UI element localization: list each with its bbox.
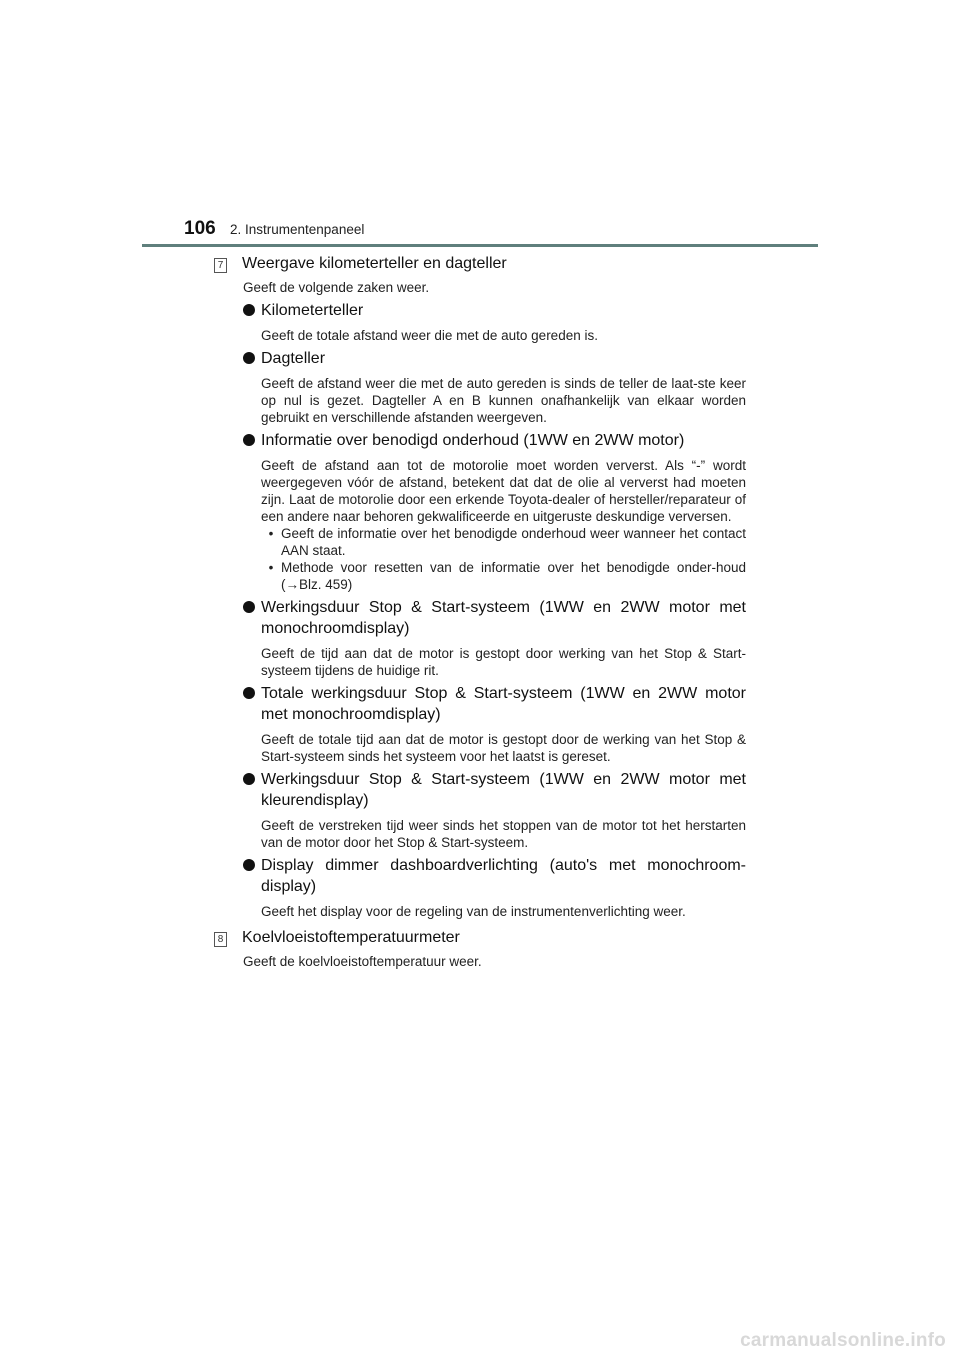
section-description: Geeft de koelvloeistoftemperatuur weer.: [243, 954, 482, 969]
bullet-icon: [243, 434, 255, 446]
bullet-icon: [243, 352, 255, 364]
item-description: Geeft de verstreken tijd weer sinds het stoppen van de motor tot het herstarten van de motor door het Stop & Start-systeem.: [261, 818, 746, 850]
bullet-icon: [243, 859, 255, 871]
item-heading: [243, 597, 746, 639]
bullet-icon: [243, 687, 255, 699]
list-item: [214, 300, 746, 344]
item-heading-text: Totale werkingsduur Stop & Start-systeem (1WW en 2WW motor met monochroomdisplay): [261, 685, 746, 723]
sub-bullet-text: Geeft de informatie over het benodigde onderhoud weer wanneer het contact AAN staat.: [281, 526, 746, 558]
watermark: carmanualsonline.info: [740, 1330, 946, 1351]
item-heading-text: Werkingsduur Stop & Start-systeem (1WW en 2WW motor met monochroomdisplay): [261, 599, 746, 637]
item-heading: [243, 430, 746, 451]
small-bullet-icon: •: [268, 560, 274, 575]
header-rule: [142, 244, 818, 247]
bullet-icon: [243, 601, 255, 613]
page-content: [214, 254, 746, 970]
list-item: [214, 348, 746, 426]
sub-bullet-text: Methode voor resetten van de informatie over het benodigde onder-houd (→Blz. 459): [281, 560, 746, 592]
item-description: Geeft de afstand aan tot de motorolie moet worden ververst. Als “-” wordt weergegeven vóór de afstand, betekent dat dat de olie al ververst had moeten zijn. Laat de motorolie door een erkende Toyota-dealer of hersteller/reparateur of een andere naar behoren gekwalificeerde en uitgeruste deskundige verversen.: [261, 458, 746, 524]
section-title: [214, 928, 746, 948]
list-item: [214, 769, 746, 851]
item-description: Geeft de totale afstand weer die met de auto gereden is.: [261, 328, 598, 343]
section-title-text: Weergave kilometerteller en dagteller: [242, 255, 507, 272]
list-item: [214, 430, 746, 593]
item-heading: [243, 683, 746, 725]
section-8: [214, 928, 746, 970]
item-heading-text: Werkingsduur Stop & Start-systeem (1WW en 2WW motor met kleurendisplay): [261, 771, 746, 809]
item-heading-text: Kilometerteller: [261, 302, 364, 319]
bullet-icon: [243, 304, 255, 316]
item-heading-text: Informatie over benodigd onderhoud (1WW en 2WW motor): [261, 432, 685, 449]
sub-bullet-item: [261, 559, 746, 593]
item-heading: [243, 855, 746, 897]
section-title: [214, 254, 746, 274]
small-bullet-icon: •: [268, 526, 274, 541]
item-heading: [243, 300, 746, 321]
item-description: Geeft het display voor de regeling van de instrumentenverlichting weer.: [261, 904, 686, 919]
list-item: [214, 683, 746, 765]
chapter-title: 2. Instrumentenpaneel: [230, 222, 365, 237]
item-description: Geeft de tijd aan dat de motor is gestopt door werking van het Stop & Start-systeem tijdens de huidige rit.: [261, 646, 746, 678]
section-7: [214, 254, 746, 920]
item-heading-text: Dagteller: [261, 350, 326, 367]
section-number-badge: 7: [214, 258, 227, 273]
item-heading: [243, 769, 746, 811]
bullet-icon: [243, 773, 255, 785]
section-description: Geeft de volgende zaken weer.: [243, 280, 430, 295]
item-heading-text: Display dimmer dashboardverlichting (auto's met monochroom-display): [261, 857, 746, 895]
section-title-text: Koelvloeistoftemperatuurmeter: [242, 929, 460, 946]
item-heading: [243, 348, 746, 369]
page-number: 106: [184, 218, 216, 239]
sub-bullet-item: [261, 525, 746, 559]
item-description: Geeft de afstand weer die met de auto gereden is sinds de teller de laat-ste keer op nul is gezet. Dagteller A en B kunnen onafhankelijk van elkaar worden gebruikt en verschillende afstanden weergeven.: [261, 376, 746, 425]
sub-bullet-list: [261, 525, 746, 593]
item-description: Geeft de totale tijd aan dat de motor is gestopt door de werking van het Stop & Start-systeem sinds het systeem voor het laatst is gereset.: [261, 732, 746, 764]
list-item: [214, 855, 746, 920]
list-item: [214, 597, 746, 679]
section-number-badge: 8: [214, 932, 227, 947]
